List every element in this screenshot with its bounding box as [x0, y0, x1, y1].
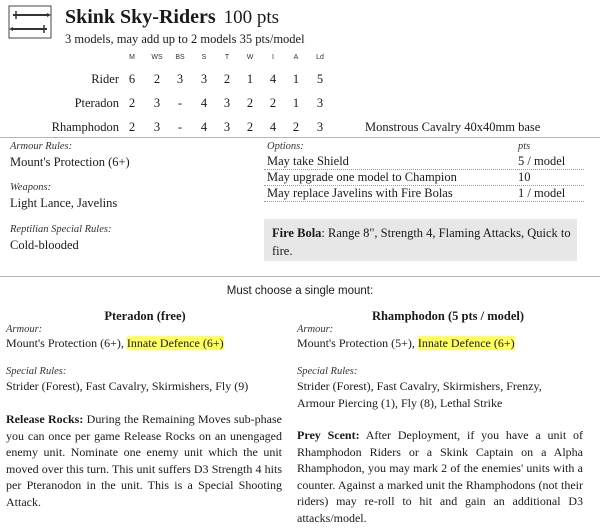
pteradon-armour-label: Armour: — [6, 324, 43, 335]
rhamphodon-rule-text: After Deployment, if you have a unit of Rhamphodon Riders or a Skink Captain on a Alpha Rhamphodon, you may mark 2 of the enemies' units with a counter. Against a marked unit the Rhamphodons (not their riders) may re-roll to hit and gain an additional D3 attacks/model. — [297, 428, 583, 525]
stat-header: A — [293, 54, 299, 61]
rhamphodon-armour-value — [297, 336, 515, 351]
stat-value: 3 — [223, 120, 231, 134]
stat-header: WS — [151, 54, 163, 61]
stat-value: - — [177, 120, 183, 134]
fire-bola-description: : Range 8", Strength 4, Flaming Attacks, Quick to fire. — [272, 226, 571, 258]
option-text: May take Shield — [267, 154, 349, 168]
option-cost: 10 — [518, 170, 531, 184]
pteradon-heading — [0, 309, 290, 324]
stat-value: 2 — [292, 120, 300, 134]
stat-value: 2 — [246, 120, 254, 134]
stat-value: 4 — [269, 120, 277, 134]
stat-value: 4 — [200, 96, 208, 110]
rhamphodon-heading-name: Rhamphodon (5 pts / model) — [371, 309, 525, 323]
unit-name: Skink Sky-Riders — [65, 6, 216, 28]
pteradon-special-label: Special Rules: — [6, 366, 67, 377]
pteradon-heading-text: Pteradon (free) — [104, 309, 186, 323]
stat-value: 2 — [246, 96, 254, 110]
stat-header: T — [224, 54, 230, 61]
rhamphodon-special-line: Strider (Forest), Fast Cavalry, Skirmishers, Frenzy, — [297, 379, 542, 393]
rhamphodon-prey-scent-rule — [297, 427, 583, 526]
unit-points: 100 pts — [223, 7, 280, 28]
stat-value: 5 — [316, 72, 324, 86]
options-label: Options: — [267, 141, 304, 152]
stat-header: S — [201, 54, 207, 61]
special-rules-label: Reptilian Special Rules: — [10, 224, 112, 235]
stat-value: 3 — [176, 72, 184, 86]
mount-choice-heading: Must choose a single mount: — [226, 285, 374, 297]
rhamphodon-armour-prefix: Mount's Protection (5+), — [297, 336, 418, 350]
option-text: May upgrade one model to Champion — [267, 170, 457, 184]
stat-value: 4 — [269, 72, 277, 86]
stat-value: 3 — [200, 72, 208, 86]
stat-row-label: Rhamphodon — [51, 120, 119, 134]
fire-bola-title: Fire Bola — [272, 226, 322, 240]
stat-value: 3 — [153, 120, 161, 134]
stat-value: 6 — [128, 72, 136, 86]
mount-base-note: Monstrous Cavalry 40x40mm base — [365, 120, 541, 134]
option-divider — [264, 201, 584, 202]
stat-value: 2 — [128, 96, 136, 110]
stat-header: W — [246, 54, 254, 61]
rhamphodon-innate-defence-highlight: Innate Defence (6+) — [417, 336, 515, 350]
rhamphodon-special-line: Armour Piercing (1), Fly (8), Lethal Strike — [297, 396, 503, 410]
stat-value: 4 — [200, 120, 208, 134]
pteradon-special-value: Strider (Forest), Fast Cavalry, Skirmishers, Fly (9) — [6, 379, 249, 393]
option-cost: 5 / model — [518, 154, 566, 168]
divider — [0, 276, 600, 277]
armour-rules-label: Armour Rules: — [10, 141, 73, 152]
weapons-value: Light Lance, Javelins — [10, 196, 118, 210]
stat-value: 3 — [153, 96, 161, 110]
stat-value: 2 — [128, 120, 136, 134]
stat-row-label: Pteradon — [74, 96, 119, 110]
pteradon-armour-prefix: Mount's Protection (6+), — [6, 336, 127, 350]
stat-value: 2 — [153, 72, 161, 86]
special-rules-value: Cold-blooded — [10, 238, 79, 252]
rhamphodon-armour-label: Armour: — [297, 324, 334, 335]
fire-bola-text — [272, 224, 572, 260]
stat-value: 2 — [223, 72, 231, 86]
weapons-label: Weapons: — [10, 182, 52, 193]
stat-header: BS — [175, 54, 185, 61]
armour-rules-value: Mount's Protection (6+) — [10, 155, 130, 169]
unit-subtitle: 3 models, may add up to 2 models 35 pts/model — [65, 32, 305, 46]
stat-value: 1 — [246, 72, 254, 86]
rhamphodon-special-label: Special Rules: — [297, 366, 358, 377]
pteradon-rule-title: Release Rocks: — [6, 412, 84, 426]
stat-header: Ld — [316, 54, 324, 61]
stat-header: I — [272, 54, 274, 61]
rhamphodon-rule-title: Prey Scent: — [297, 428, 360, 442]
stat-value: 3 — [316, 120, 324, 134]
stat-header: M — [129, 54, 135, 61]
pteradon-rule-text: During the Remaining Moves sub-phase you can once per game Release Rocks on an unengaged enemy unit. Nominate one enemy unit which the unit moved over this turn. This unit suffers D3 Strength 4 hits per Pteranodon in the unit. This is a Special Shooting Attack. — [6, 412, 283, 509]
stat-value: - — [177, 96, 183, 110]
stat-value: 1 — [292, 72, 300, 86]
rhamphodon-heading — [296, 309, 600, 324]
divider — [0, 137, 600, 138]
stat-value: 3 — [223, 96, 231, 110]
stat-row-label: Rider — [91, 72, 119, 86]
crossed-swords-emblem-icon — [8, 5, 52, 39]
option-cost: 1 / model — [518, 186, 566, 200]
pteradon-release-rocks-rule — [6, 411, 282, 510]
stat-value: 3 — [316, 96, 324, 110]
pteradon-innate-defence-highlight: Innate Defence (6+) — [126, 336, 224, 350]
stat-value: 2 — [269, 96, 277, 110]
option-text: May replace Javelins with Fire Bolas — [267, 186, 453, 200]
pteradon-armour-value — [6, 336, 224, 351]
unit-title — [65, 6, 279, 29]
options-pts-label: pts — [518, 141, 531, 152]
stat-value: 1 — [292, 96, 300, 110]
